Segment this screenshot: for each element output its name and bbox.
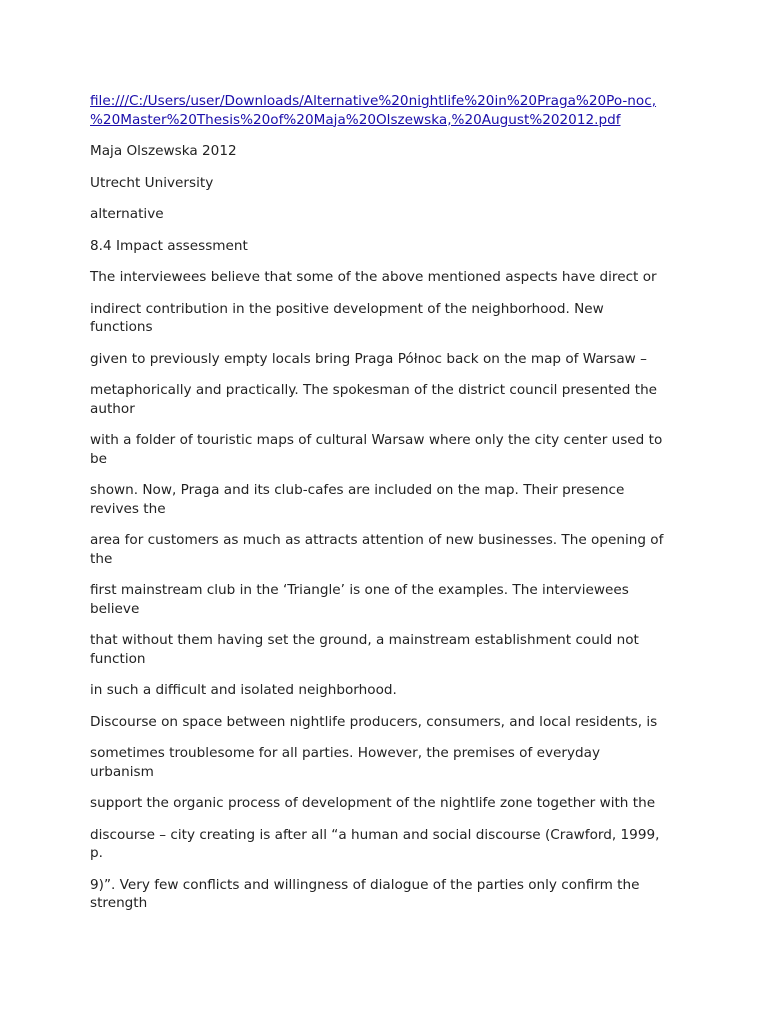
paragraph-line: that without them having set the ground, a mainstream establishment could not: [90, 632, 639, 648]
body-paragraph: [90, 794, 680, 813]
section-heading: 8.4 Impact assessment: [90, 237, 248, 254]
paragraph-line: author: [90, 400, 135, 417]
body-paragraph: [90, 826, 680, 863]
paragraph-line: functions: [90, 319, 153, 335]
paragraph-line: urbanism: [90, 763, 154, 780]
body-paragraph: [90, 381, 680, 418]
body-paragraph: [90, 481, 680, 518]
body-paragraph: [90, 713, 680, 732]
paragraph-line: p.: [90, 845, 103, 861]
keyword-line: alternative: [90, 206, 164, 222]
body-paragraph: [90, 681, 680, 700]
university-line: Utrecht University: [90, 174, 214, 191]
file-link-line-1[interactable]: file:///C:/Users/user/Downloads/Alternative%20nightlife%20in%20Praga%20Po-noc,: [90, 93, 657, 109]
body-paragraph: [90, 876, 680, 913]
paragraph-line: first mainstream club in the ‘Triangle’ is one of the examples. The interviewees: [90, 582, 629, 598]
paragraph-line: strength: [90, 895, 148, 911]
body-paragraph: [90, 300, 680, 337]
paragraph-line: be: [90, 450, 107, 467]
paragraph-line: function: [90, 650, 146, 667]
body-paragraph: [90, 268, 680, 287]
paragraph-line: area for customers as much as attracts attention of new businesses. The opening of: [90, 532, 664, 548]
body-paragraph: [90, 631, 680, 668]
author-line: Maja Olszewska 2012: [90, 143, 237, 159]
body-paragraph: [90, 350, 680, 369]
paragraph-line: Discourse on space between nightlife producers, consumers, and local residents, is: [90, 713, 658, 730]
paragraph-line: metaphorically and practically. The spokesman of the district council presented the: [90, 382, 658, 398]
paragraph-line: the: [90, 550, 113, 567]
paragraph-line: indirect contribution in the positive development of the neighborhood. New: [90, 300, 604, 317]
paragraph-line: support the organic process of development of the nightlife zone together with the: [90, 795, 656, 811]
paragraph-line: discourse – city creating is after all “a human and social discourse (Crawford, 1999,: [90, 826, 660, 843]
paragraph-line: The interviewees believe that some of the above mentioned aspects have direct or: [90, 269, 657, 285]
paragraph-line: revives the: [90, 500, 166, 517]
paragraph-line: with a folder of touristic maps of cultural Warsaw where only the city center used to: [90, 432, 663, 448]
document-page: [90, 92, 680, 926]
file-link-line-2[interactable]: %20Master%20Thesis%20of%20Maja%20Olszewska,%20August%202012.pdf: [90, 111, 621, 128]
paragraph-line: sometimes troublesome for all parties. However, the premises of everyday: [90, 745, 600, 761]
body-paragraph: [90, 744, 680, 781]
body-paragraph: [90, 531, 680, 568]
body-paragraph: [90, 581, 680, 618]
paragraph-line: given to previously empty locals bring Praga Północ back on the map of Warsaw –: [90, 350, 647, 367]
paragraph-line: believe: [90, 600, 140, 617]
paragraph-line: in such a difficult and isolated neighborhood.: [90, 682, 397, 698]
body-paragraph: [90, 431, 680, 468]
body-text: [90, 268, 680, 913]
file-link[interactable]: [90, 92, 680, 129]
paragraph-line: 9)”. Very few conflicts and willingness of dialogue of the parties only confirm the: [90, 876, 640, 893]
paragraph-line: shown. Now, Praga and its club-cafes are included on the map. Their presence: [90, 482, 625, 498]
